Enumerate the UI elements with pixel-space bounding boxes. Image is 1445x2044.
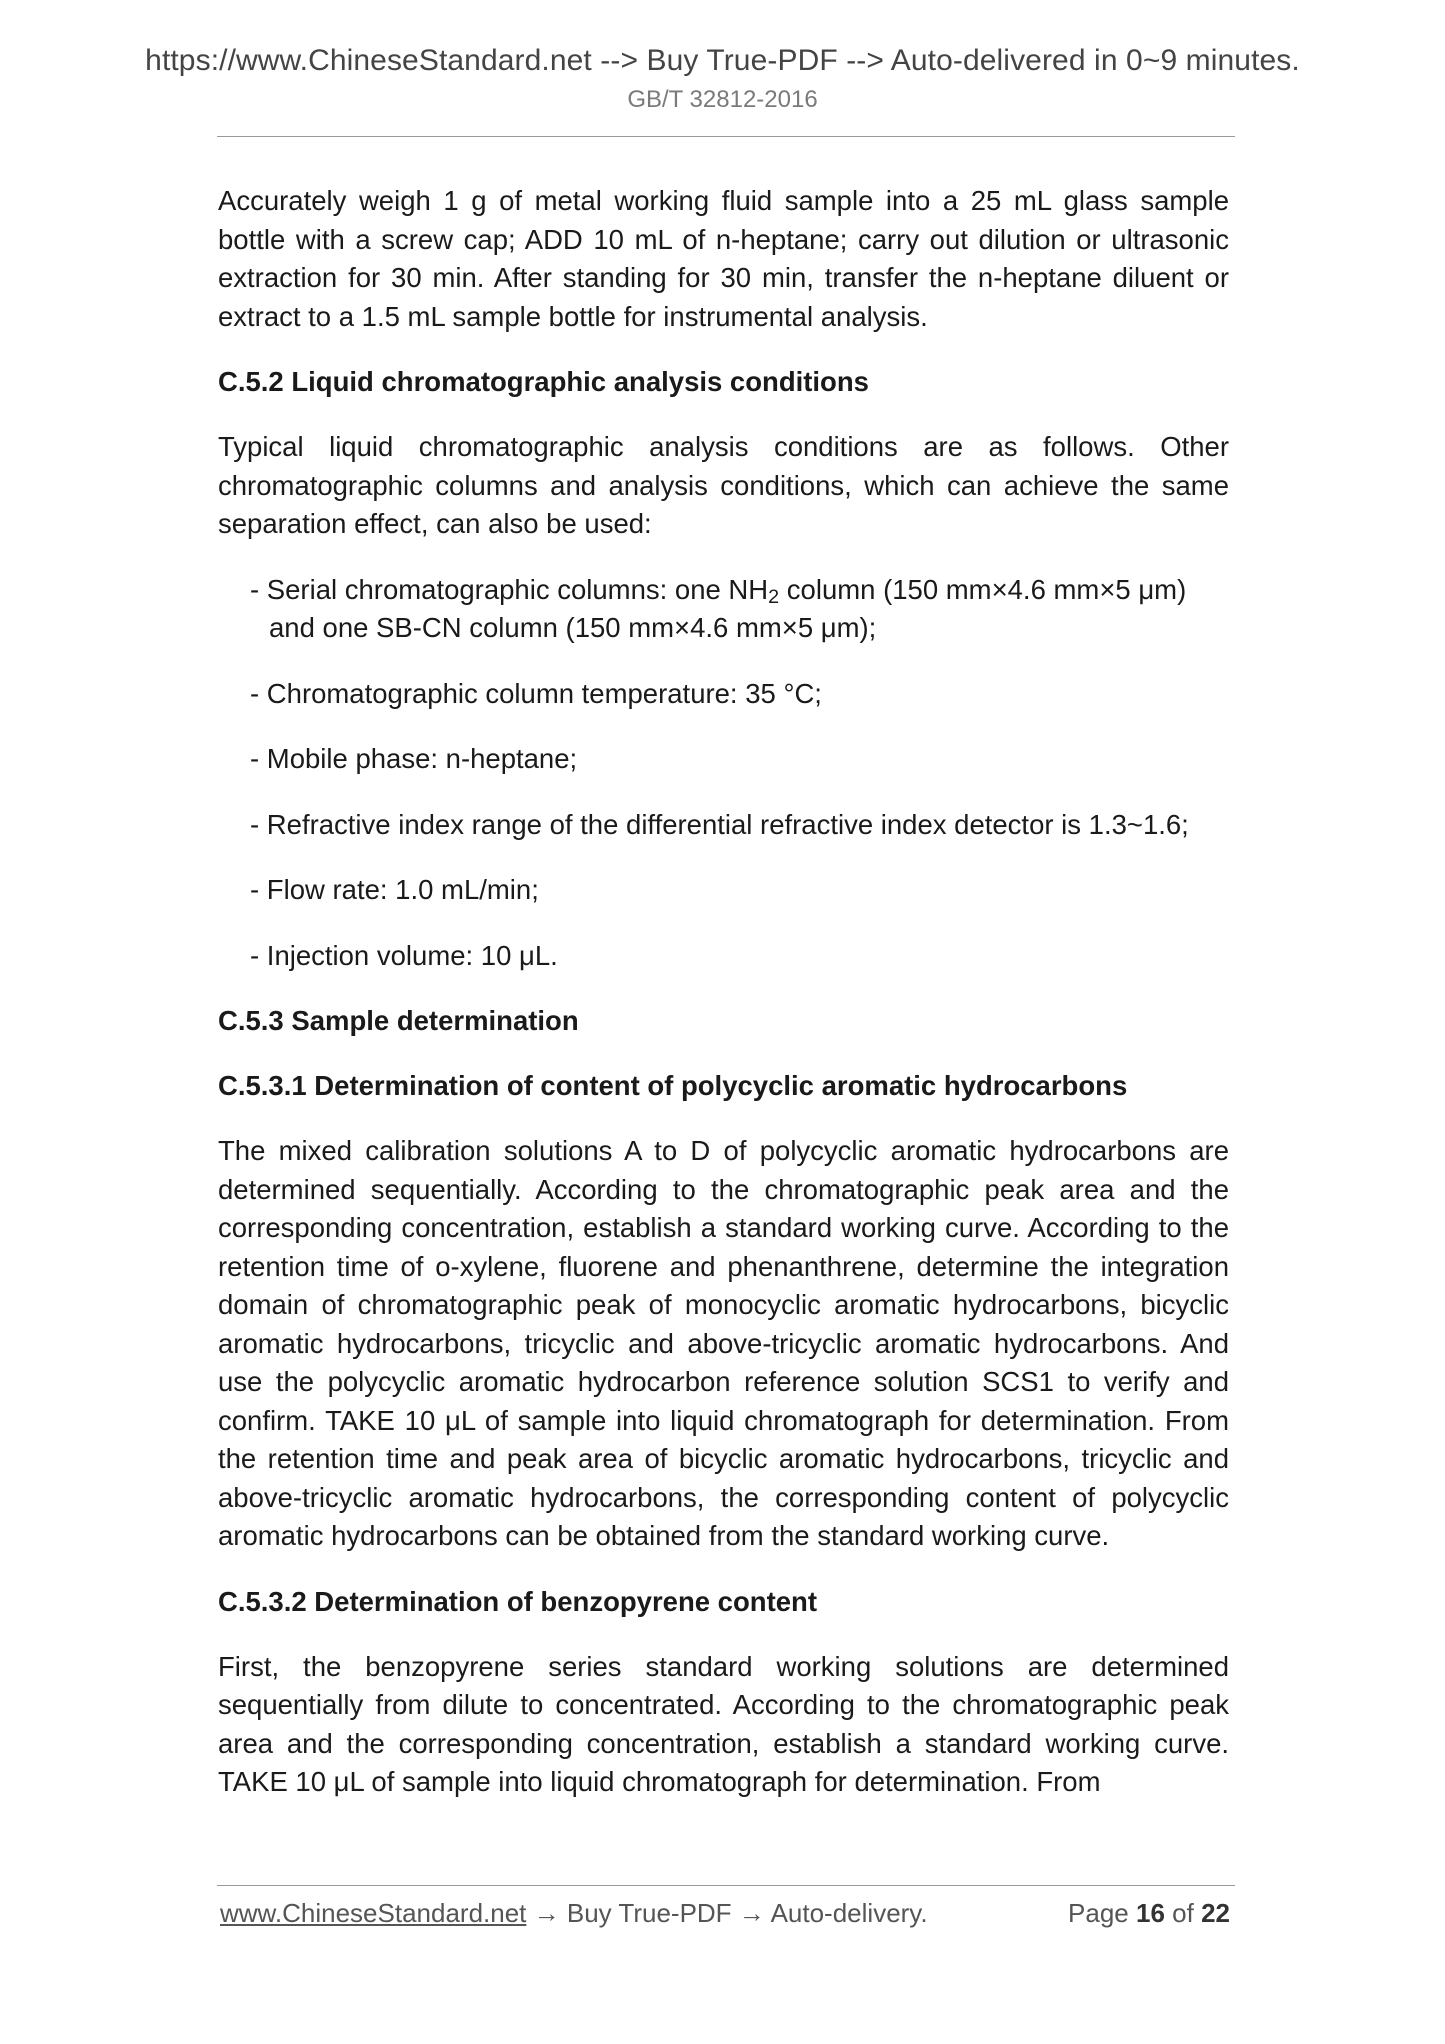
document-id: GB/T 32812-2016 (627, 86, 818, 113)
condition-columns (218, 571, 1229, 648)
intro-paragraph: Accurately weigh 1 g of metal working fluid sample into a 25 mL glass sample bottle with a screw cap; ADD 10 mL of n-heptane; carry out dilution or ultrasonic extraction for 30 min. After standing for 30 min, transfer the n-heptane diluent or extract to a 1.5 mL sample bottle for instrumental analysis. (218, 185, 1229, 332)
section-c52-paragraph: Typical liquid chromatographic analysis conditions are as follows. Other chromatographic columns and analysis conditions, which can achieve the same separation effect, can also be used: (218, 431, 1229, 539)
condition-flow-rate: - Flow rate: 1.0 mL/min; (250, 874, 539, 905)
footer-divider (217, 1885, 1235, 1886)
condition-mobile-phase: - Mobile phase: n-heptane; (250, 743, 578, 774)
condition-columns-subscript: 2 (768, 585, 780, 608)
section-c53-heading: C.5.3 Sample determination (218, 1005, 579, 1036)
page-indicator (1068, 1893, 1230, 1933)
condition-columns-text-b: column (150 mm×4.6 mm×5 μm) and one SB-CN column (150 mm×4.6 mm×5 μm); (269, 573, 1187, 643)
source-banner: https://www.ChineseStandard.net --> Buy True-PDF --> Auto-delivered in 0~9 minutes. (145, 44, 1300, 77)
section-c531-paragraph: The mixed calibration solutions A to D of polycyclic aromatic hydrocarbons are determined sequentially. According to the chromatographic peak area and the corresponding concentration, establish a standard working curve. According to the retention time of o-xylene, fluorene and phenanthrene, determine the integration domain of chromatographic peak of monocyclic aromatic hydrocarbons, bicyclic aromatic hydrocarbons, tricyclic and above-tricyclic aromatic hydrocarbons. And use the polycyclic aromatic hydrocarbon reference solution SCS1 to verify and confirm. TAKE 10 μL of sample into liquid chromatograph for determination. From the retention time and peak area of bicyclic aromatic hydrocarbons, tricyclic and above-tricyclic aromatic hydrocarbons, the corresponding content of polycyclic aromatic hydrocarbons can be obtained from the standard working curve. (218, 1135, 1229, 1551)
section-c532-heading: C.5.3.2 Determination of benzopyrene content (218, 1585, 817, 1617)
condition-temperature: - Chromatographic column temperature: 35 °C; (250, 677, 822, 709)
document-body (218, 182, 1229, 1829)
page-number: 16 (1136, 1898, 1165, 1928)
section-c52-heading: C.5.2 Liquid chromatographic analysis conditions (218, 366, 869, 397)
section-c531-heading: C.5.3.1 Determination of content of polycyclic aromatic hydrocarbons (218, 1070, 1128, 1101)
page-footer (220, 1893, 1230, 1933)
section-c532-paragraph: First, the benzopyrene series standard working solutions are determined sequentially from dilute to concentrated. According to the chromatographic peak area and the corresponding concentration, establish a standard working curve. TAKE 10 μL of sample into liquid chromatograph for determination. From (218, 1650, 1229, 1797)
condition-columns-text-a: - Serial chromatographic columns: one NH (250, 573, 769, 605)
condition-injection-volume: - Injection volume: 10 μL. (250, 939, 558, 971)
footer-site-link[interactable]: www.ChineseStandard.net (220, 1898, 527, 1928)
page-total: 22 (1201, 1898, 1230, 1928)
page-label: Page (1068, 1898, 1129, 1928)
condition-refractive-index: - Refractive index range of the differential refractive index detector is 1.3~1.6; (250, 808, 1189, 840)
header-divider (217, 136, 1235, 137)
page-of-label: of (1172, 1898, 1194, 1928)
footer-tagline: → Buy True-PDF → Auto-delivery. (526, 1898, 928, 1928)
